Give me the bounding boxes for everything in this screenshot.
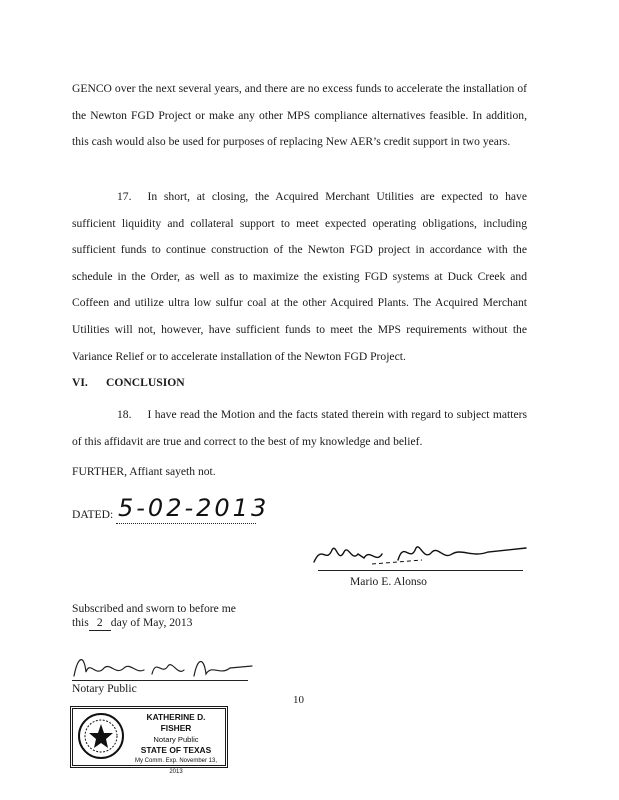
affiant-signature [312, 534, 532, 574]
notary-signature [70, 650, 260, 684]
paragraph-18 [72, 402, 527, 455]
subscribed-day: 2 [89, 615, 111, 631]
notary-seal-icon [77, 712, 125, 760]
paragraph-18-number: 18. [117, 408, 132, 421]
notary-signature-line [72, 680, 248, 681]
subscribed-this: this [72, 616, 89, 629]
paragraph-17 [72, 184, 527, 370]
affiant-signature-line [318, 570, 523, 571]
notary-stamp [70, 706, 228, 775]
paragraph-continued: GENCO over the next several years, and there are no excess funds to accelerate the installation of the Newton FGD Project or make any other MPS compliance alternatives feasible. In addition, this cash would also be used for purposes of replacing New AER’s credit support in two years. [72, 82, 527, 149]
subscribed-rest: day of May, 2013 [110, 616, 193, 629]
affiant-name: Mario E. Alonso [350, 575, 427, 588]
page-number: 10 [293, 694, 304, 706]
stamp-notary-name: KATHERINE D. FISHER [146, 712, 206, 733]
subscribed-line-2 [72, 615, 192, 631]
section-number: VI. [72, 376, 88, 389]
section-title: CONCLUSION [106, 376, 185, 389]
stamp-role: Notary Public [153, 735, 199, 744]
section-heading [72, 376, 185, 389]
further-statement: FURTHER, Affiant sayeth not. [72, 465, 216, 478]
notary-label: Notary Public [72, 682, 137, 695]
subscribed-line-1: Subscribed and sworn to before me [72, 602, 236, 615]
stamp-text [131, 712, 221, 778]
dated-handwritten-value: 5-02-2013 [118, 494, 270, 522]
paragraph-17-text: In short, at closing, the Acquired Merchant Utilities are expected to have sufficient liquidity and collateral support to meet expected operating obligations, including sufficient funds to continue construction of the Newton FGD project in accordance with the schedule in the Order, as well as to maximize the existing FGD systems at Duck Creek and Coffeen and utilize ultra low sulfur coal at the other Acquired Plants. The Acquired Merchant Utilities will not, however, have sufficient funds to meet the MPS requirements without the Variance Relief or to accelerate installation of the Newton FGD Project. [72, 190, 527, 363]
paragraph-18-text: I have read the Motion and the facts stated therein with regard to subject matters of this affidavit are true and correct to the best of my knowledge and belief. [72, 408, 527, 448]
stamp-expiry: My Comm. Exp. November 13, 2013 [134, 758, 218, 775]
stamp-state: STATE OF TEXAS [140, 745, 212, 755]
paragraph-17-number: 17. [117, 190, 132, 203]
dated-label: DATED: [72, 508, 114, 521]
dated-line [116, 523, 256, 524]
